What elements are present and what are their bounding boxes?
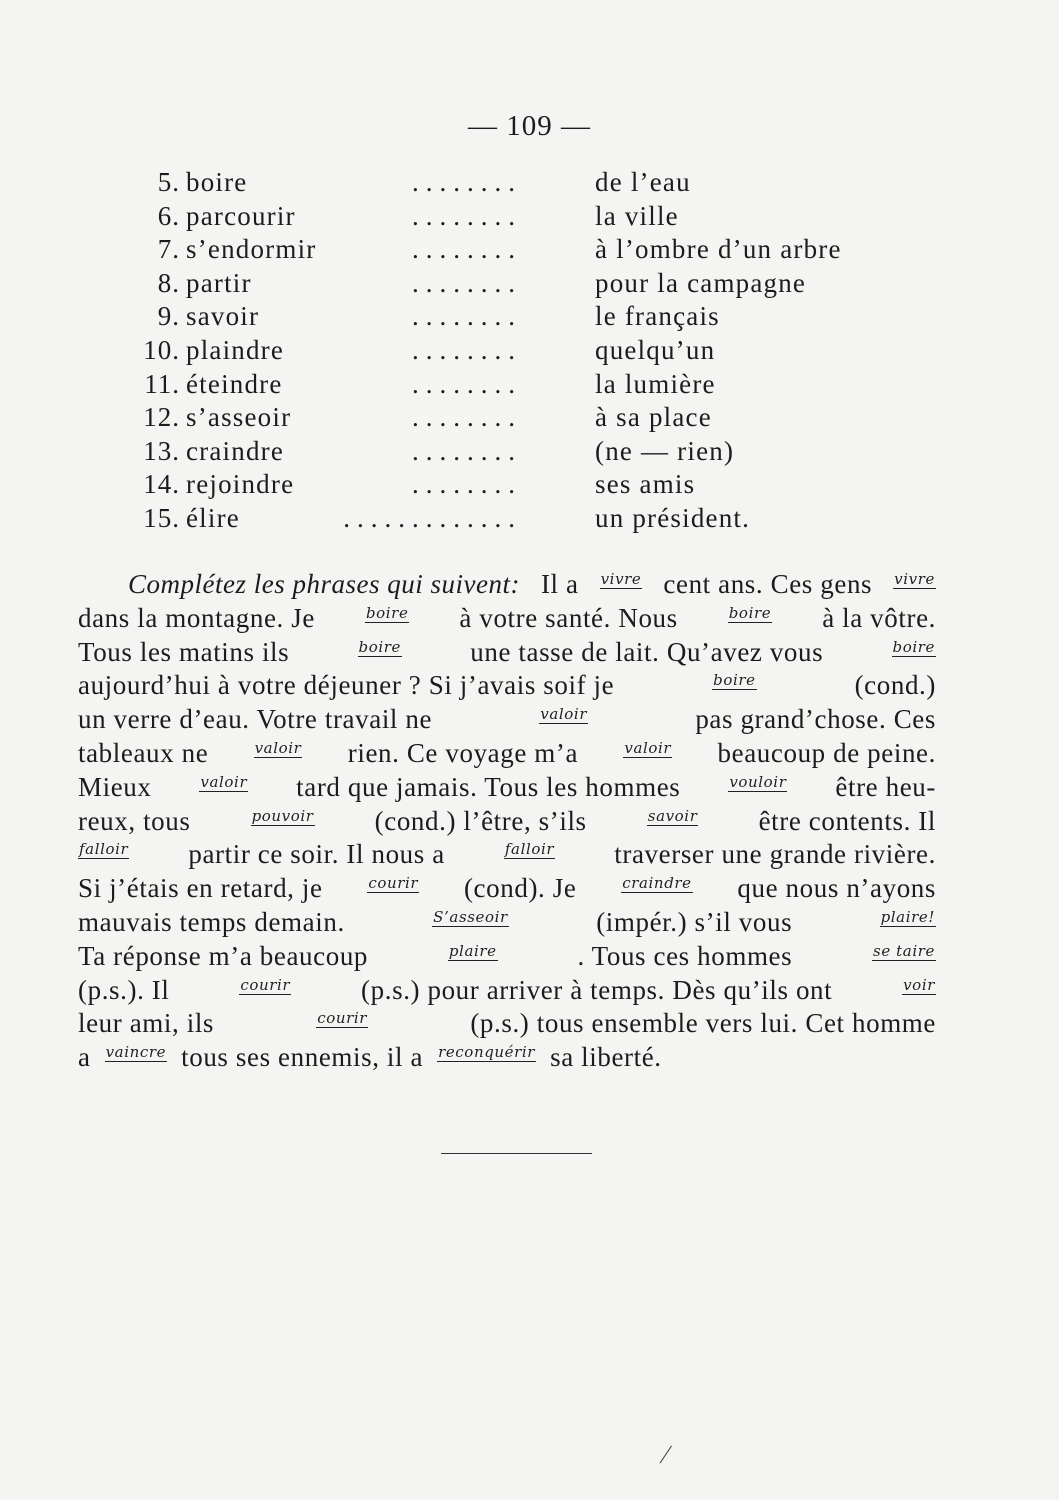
text: rien. Ce voyage m’a — [347, 737, 579, 768]
blank: plaire — [448, 941, 497, 960]
text: Si j’étais en retard, je — [78, 873, 323, 904]
text: Ta réponse m’a beaucoup — [78, 940, 369, 971]
item-verb: boire — [186, 167, 248, 197]
exercise-item — [0, 468, 1059, 502]
paragraph-line — [78, 771, 936, 805]
item-complement: (ne — rien) — [595, 435, 735, 466]
text: (cond). Je — [463, 873, 577, 904]
text: leur ami, ils — [78, 1008, 215, 1039]
item-complement: à l’ombre d’un arbre — [595, 234, 842, 265]
blank: vaincre — [105, 1043, 167, 1062]
item-number: 14. — [143, 469, 180, 500]
exercise-item — [0, 300, 1059, 334]
blank: voir — [903, 975, 935, 994]
section-divider — [441, 1153, 592, 1154]
paragraph-line — [78, 636, 936, 670]
instruction: Complétez les phrases qui suivent: — [128, 569, 520, 599]
blank: valoir — [540, 705, 588, 724]
leader-dots: ........ — [412, 368, 522, 399]
blank: boire — [892, 637, 935, 656]
paragraph-line — [78, 1007, 936, 1041]
blank: boire — [728, 603, 772, 622]
item-number: 8. — [157, 267, 180, 298]
blank: vivre — [894, 570, 935, 588]
exercise-item — [0, 200, 1059, 234]
blank: valoir — [200, 772, 248, 791]
leader-dots: ........ — [412, 200, 522, 231]
item-verb: éteindre — [186, 368, 283, 399]
item-complement: pour la campagne — [595, 267, 807, 298]
leader-dots: ........ — [412, 167, 522, 197]
item-complement: un président. — [595, 502, 751, 533]
exercise-item — [0, 435, 1059, 469]
blank: valoir — [624, 738, 672, 757]
text: à votre santé. Nous — [459, 602, 678, 633]
paragraph-line — [78, 838, 936, 872]
item-number: 11. — [144, 368, 180, 399]
leader-dots: ........ — [412, 301, 522, 332]
blank: S’asseoir — [433, 907, 508, 926]
item-number: 5. — [157, 167, 180, 197]
blank: se taire — [873, 941, 935, 960]
text: sa liberté. — [550, 1042, 662, 1073]
blank: vivre — [600, 570, 642, 588]
paragraph-line — [78, 568, 936, 602]
completion-paragraph — [78, 568, 936, 1075]
text: (impér.) s’il vous — [596, 906, 793, 937]
item-verb: parcourir — [186, 200, 296, 231]
item-verb: craindre — [186, 435, 285, 466]
item-complement: de l’eau — [595, 167, 691, 197]
paragraph-line — [78, 906, 936, 940]
text: tableaux ne — [78, 737, 209, 768]
text: . Tous ces hommes — [577, 940, 793, 971]
blank: boire — [713, 671, 756, 690]
text: être contents. Il — [758, 805, 936, 836]
leader-dots: ........ — [412, 234, 522, 265]
leader-dots: ........ — [412, 435, 522, 466]
text: (p.s.) pour arriver à temps. Dès qu’ils ont — [361, 974, 833, 1005]
exercise-item — [0, 334, 1059, 368]
blank: reconquérir — [438, 1043, 536, 1062]
text: cent ans. Ces gens — [663, 569, 873, 599]
text: être heu- — [835, 771, 936, 802]
text: reux, tous — [78, 805, 191, 836]
item-complement: la lumière — [595, 368, 716, 399]
paragraph-line — [78, 703, 936, 737]
blank: boire — [358, 637, 401, 656]
blank: boire — [365, 603, 409, 622]
blank: valoir — [254, 738, 302, 757]
paragraph-line — [78, 1041, 936, 1075]
text: Mieux — [78, 771, 152, 802]
exercise-item — [0, 267, 1059, 301]
blank: craindre — [622, 874, 692, 893]
item-number: 7. — [157, 234, 180, 265]
item-verb: s’endormir — [186, 234, 317, 265]
text: a — [78, 1042, 91, 1073]
item-complement: le français — [595, 301, 720, 332]
item-verb: savoir — [186, 301, 260, 332]
text: (cond.) l’être, s’ils — [374, 805, 587, 836]
leader-dots: ........ — [412, 334, 522, 365]
text: un verre d’eau. Votre travail ne — [78, 704, 433, 735]
item-number: 9. — [157, 301, 180, 332]
blank: plaire! — [880, 907, 935, 926]
leader-dots: ........ — [412, 469, 522, 500]
exercise-item — [0, 401, 1059, 435]
text: (p.s.) tous ensemble vers lui. Cet homme — [470, 1008, 936, 1039]
stray-mark: / — [657, 1440, 675, 1469]
text: partir ce soir. Il nous a — [188, 839, 445, 870]
item-number: 10. — [143, 334, 180, 365]
item-complement: ses amis — [595, 469, 696, 500]
item-number: 12. — [143, 402, 180, 433]
item-number: 6. — [157, 200, 180, 231]
text: pas grand’chose. Ces — [695, 704, 936, 735]
blank: falloir — [504, 840, 555, 859]
blank: pouvoir — [251, 806, 314, 825]
text: (p.s.). Il — [78, 974, 170, 1005]
text: traverser une grande rivière. — [614, 839, 936, 870]
blank: vouloir — [729, 772, 787, 791]
text: une tasse de lait. Qu’avez vous — [470, 636, 824, 667]
text: aujourd’hui à votre déjeuner ? Si j’avais soif je — [78, 670, 615, 701]
paragraph-line — [78, 805, 936, 839]
paragraph-line — [78, 974, 936, 1008]
paragraph-line — [78, 872, 936, 906]
exercise-list — [0, 166, 1059, 536]
text: que nous n’ayons — [737, 873, 936, 904]
exercise-item — [0, 368, 1059, 402]
item-verb: partir — [186, 267, 252, 298]
item-verb: rejoindre — [186, 469, 295, 500]
item-number: 13. — [143, 435, 180, 466]
text: beaucoup de peine. — [717, 737, 936, 768]
paragraph-line — [78, 602, 936, 636]
item-verb: élire — [186, 502, 240, 533]
paragraph-line — [78, 737, 936, 771]
leader-dots: ........ — [412, 402, 522, 433]
blank: courir — [317, 1009, 368, 1028]
item-verb: s’asseoir — [186, 402, 292, 433]
leader-dots: ............. — [343, 502, 522, 533]
text: mauvais temps demain. — [78, 906, 345, 937]
text: Tous les matins ils — [78, 636, 290, 667]
item-complement: à sa place — [595, 402, 712, 433]
text: (cond.) — [854, 670, 936, 701]
item-complement: quelqu’un — [595, 334, 716, 365]
item-complement: la ville — [595, 200, 679, 231]
exercise-item — [0, 166, 1059, 200]
page-number: — 109 — — [468, 110, 591, 142]
blank: savoir — [647, 806, 698, 825]
blank: courir — [368, 874, 419, 893]
text: dans la montagne. Je — [78, 602, 315, 633]
blank: falloir — [79, 840, 129, 859]
leader-dots: ........ — [412, 267, 522, 298]
exercise-item — [0, 233, 1059, 267]
paragraph-line — [78, 940, 936, 974]
text: Il a — [540, 569, 579, 599]
text: tous ses ennemis, il a — [181, 1042, 424, 1073]
text: tard que jamais. Tous les hommes — [296, 771, 681, 802]
exercise-item — [0, 502, 1059, 536]
item-number: 15. — [143, 502, 180, 533]
text: à la vôtre. — [822, 602, 936, 633]
item-verb: plaindre — [186, 334, 285, 365]
paragraph-line — [78, 669, 936, 703]
blank: courir — [240, 975, 291, 994]
